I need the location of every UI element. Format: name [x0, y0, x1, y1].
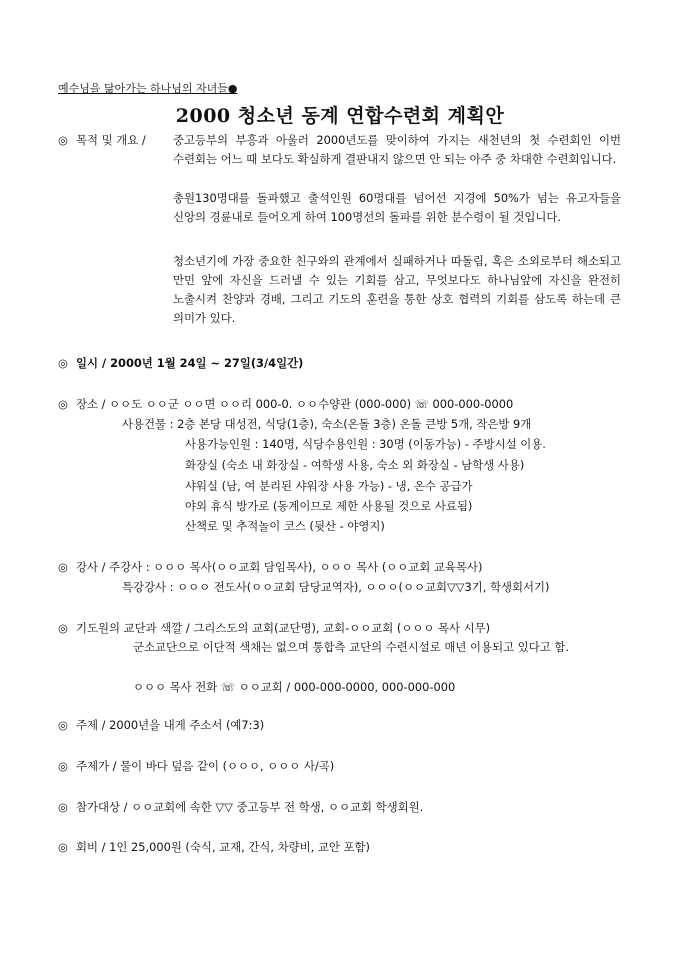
venue-detail: 화장실 (숙소 내 화장실 - 여학생 사용, 숙소 외 화장실 - 남학생 사용) — [185, 458, 525, 472]
prayer-house-desc: 군소교단으로 이단적 색채는 없으며 통합측 교단의 수련시설로 매년 이용되고 있다고 함. — [133, 640, 569, 654]
purpose-paragraph-2: 총원130명대를 돌파했고 출석인원 60명대를 넘어선 지경에 50%가 넘는 유고자들을 신앙의 경륜내로 들어오게 하여 100명선의 돌파를 위한 분수령이 될 것입니다. — [173, 191, 621, 224]
participants-text: 참가대상 / ㅇㅇ교회에 속한 ▽▽ 중고등부 전 학생, ㅇㅇ교회 학생회원. — [76, 800, 424, 814]
theme-song-text: 주제가 / 물이 바다 덮음 같이 (ㅇㅇㅇ, ㅇㅇㅇ 사/곡) — [76, 759, 335, 773]
theme-song-section — [58, 756, 334, 776]
prayer-house-section — [58, 618, 490, 638]
bullet-icon: ◎ — [58, 397, 68, 411]
venue-detail: 산책로 및 추적놀이 코스 (뒷산 - 야영지) — [185, 519, 385, 533]
schedule-section — [58, 353, 303, 373]
theme-text: 주제 / 2000년을 내게 주소서 (예7:3) — [76, 718, 265, 732]
prayer-house-contact: ㅇㅇㅇ 목사 전화 ☏ ㅇㅇ교회 / 000-000-0000, 000-000-000 — [133, 680, 456, 694]
bullet-icon: ◎ — [58, 356, 68, 370]
purpose-paragraph-1: 중고등부의 부흥과 아울러 2000년도를 맞이하여 가지는 새천년의 첫 수련회인 이번 수련회는 어느 때 보다도 확실하게 결판내지 않으면 안 되는 아주 중 차대한 수련회입니다. — [173, 133, 621, 166]
venue-line: 장소 / ㅇㅇ도 ㅇㅇ군 ㅇㅇ면 ㅇㅇ리 000-0. ㅇㅇ수양관 (000-000) ☏ 000-000-0000 — [76, 397, 514, 411]
purpose-paragraph-3: 청소년기에 가장 중요한 친구와의 관계에서 실패하거나 따돌림, 혹은 소외로부터 해소되고 만민 앞에 자신을 드러낼 수 있는 기회를 삼고, 무엇보다도 하나님앞에 자신을 완전히 노출시켜 찬양과 경배, 그리고 기도의 훈련을 통한 상호 협력의 기회를 삼도록 하는데 큰 의미가 있다. — [173, 254, 621, 325]
bullet-icon: ◎ — [58, 560, 68, 574]
purpose-heading — [58, 130, 146, 150]
bullet-icon: ◎ — [58, 621, 68, 635]
venue-detail: 야외 휴식 방가로 (동계이므로 제한 사용될 것으로 사료됨) — [185, 499, 473, 513]
venue-detail: 사용가능인원 : 140명, 식당수용인원 : 30명 (이동가능) - 주방시설 이용. — [185, 437, 546, 451]
bullet-icon: ◎ — [58, 800, 68, 814]
purpose-label: 목적 및 개요 / — [76, 133, 146, 147]
fee-text: 회비 / 1인 25,000원 (숙식, 교재, 간식, 차량비, 교안 포함) — [76, 840, 370, 854]
page-title: 2000 청소년 동계 연합수련회 계획안 — [175, 105, 505, 127]
venue-section — [58, 394, 513, 414]
participants-section — [58, 797, 423, 817]
header-tagline: 예수님을 닮아가는 하나님의 자녀들● — [58, 82, 238, 95]
speakers-special: 특강강사 : ㅇㅇㅇ 전도사(ㅇㅇ교회 담당교역자), ㅇㅇㅇ(ㅇㅇ교회▽▽3기, 학생회서기) — [122, 580, 550, 594]
speakers-section — [58, 557, 482, 577]
venue-building: 사용건물 : 2층 본당 대성전, 식당(1층), 숙소(온돌 3층) 온돌 큰방 5개, 작은방 9개 — [122, 417, 532, 431]
venue-detail: 샤워실 (남, 여 분리된 샤워장 사용 가능) - 냉, 온수 공급가 — [185, 479, 473, 493]
theme-section — [58, 715, 264, 735]
schedule-text: 일시 / 2000년 1월 24일 ~ 27일(3/4일간) — [76, 356, 304, 370]
fee-section — [58, 837, 370, 857]
bullet-icon: ◎ — [58, 759, 68, 773]
bullet-icon: ◎ — [58, 840, 68, 854]
prayer-house-line: 기도원의 교단과 색깔 / 그리스도의 교회(교단명), 교회-ㅇㅇ교회 (ㅇㅇㅇ 목사 시무) — [76, 621, 491, 635]
bullet-icon: ◎ — [58, 133, 68, 147]
bullet-icon: ◎ — [58, 718, 68, 732]
speakers-main: 강사 / 주강사 : ㅇㅇㅇ 목사(ㅇㅇ교회 담임목사), ㅇㅇㅇ 목사 (ㅇㅇ교회 교육목사) — [76, 560, 483, 574]
